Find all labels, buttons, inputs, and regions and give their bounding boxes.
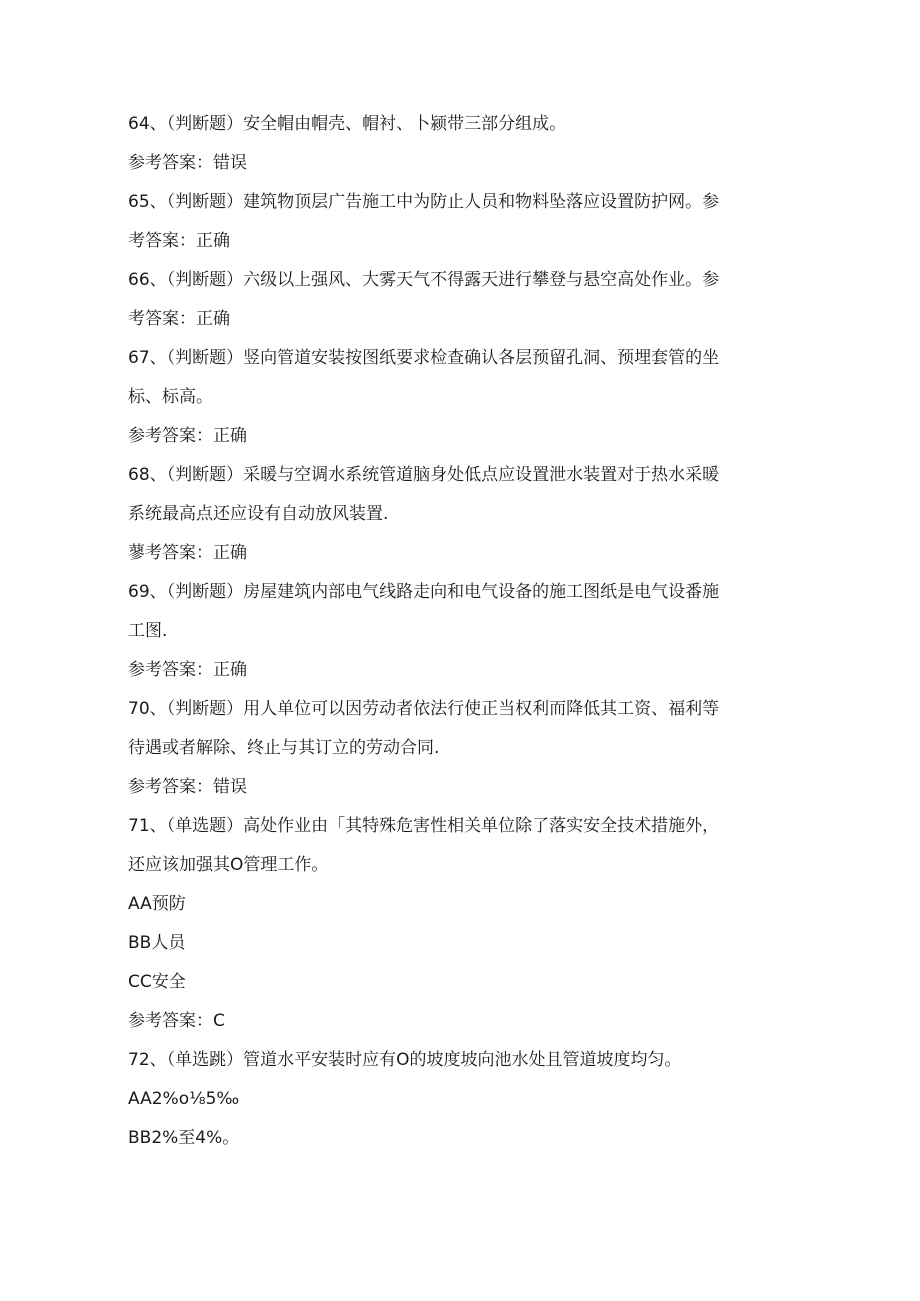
question-71-option-a: AA预防 <box>128 894 186 914</box>
question-70-line-1: 70、（判断题）用人单位可以因劳动者依法行使正当权利而降低其工资、福利等 <box>128 699 720 719</box>
question-65-line-2: 考答案：正确 <box>128 231 230 251</box>
question-list <box>128 114 788 1167</box>
answer-71: 参考答案：C <box>128 1011 225 1031</box>
question-71-option-c: CC安全 <box>128 972 186 992</box>
answer-64: 参考答案：错误 <box>128 153 247 173</box>
question-65-line-1: 65、（判断题）建筑物顶层广告施工中为防止人员和物料坠落应设置防护网。参 <box>128 192 720 212</box>
question-68-line-2: 系统最高点还应设有自动放风装置. <box>128 504 389 524</box>
question-64-line-1: 64、（判断题）安全帽由帽壳、帽衬、卜颍带三部分组成。 <box>128 114 567 134</box>
question-66-line-2: 考答案：正确 <box>128 309 230 329</box>
question-72-option-b: BB2%至4%。 <box>128 1128 240 1148</box>
question-71-option-b: BB人员 <box>128 933 186 953</box>
answer-67: 参考答案：正确 <box>128 426 247 446</box>
question-66-line-1: 66、（判断题）六级以上强风、大雾天气不得露天进行攀登与悬空高处作业。参 <box>128 270 720 290</box>
question-67-line-1: 67、（判断题）竖向管道安装按图纸要求检查确认各层预留孔洞、预埋套管的坐 <box>128 348 720 368</box>
question-67-line-2: 标、标高。 <box>128 387 213 407</box>
question-72-line-1: 72、（单选跳）管道水平安装时应有O的坡度坡向池水处且管道坡度均匀。 <box>128 1050 682 1070</box>
question-69-line-1: 69、（判断题）房屋建筑内部电气线路走向和电气设备的施工图纸是电气设番施 <box>128 582 720 602</box>
question-69-line-2: 工图. <box>128 621 168 641</box>
question-68-line-1: 68、（判断题）采暖与空调水系统管道脑身处低点应设置泄水装置对于热水采暖 <box>128 465 720 485</box>
answer-70: 参考答案：错误 <box>128 777 247 797</box>
question-71-line-1: 71、（单选题）高处作业由「其特殊危害性相关单位除了落实安全技术措施外， <box>128 816 720 836</box>
question-72-option-a: AA2%o⅛5‰ <box>128 1089 240 1109</box>
answer-68: 蓼考答案：正确 <box>128 543 247 563</box>
question-70-line-2: 待遇或者解除、终止与其订立的劳动合同. <box>128 738 440 758</box>
question-71-line-2: 还应该加强其O管理工作。 <box>128 855 329 875</box>
answer-69: 参考答案：正确 <box>128 660 247 680</box>
